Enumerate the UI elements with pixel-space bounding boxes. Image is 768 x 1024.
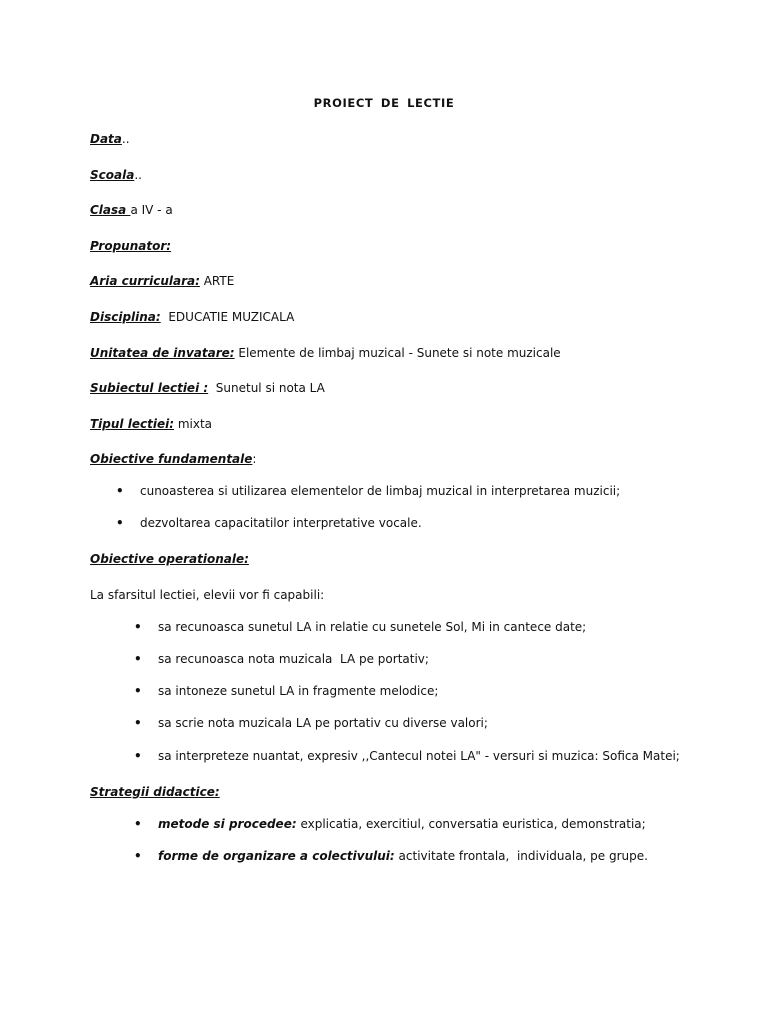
section-heading: Strategii didactice: [90,785,220,799]
field-value: Sunetul si nota LA [208,381,325,395]
bullet-icon: • [134,620,142,634]
list-item-term: metode si procedee: [158,817,297,831]
list-item [116,484,621,498]
field-disciplina [90,310,294,324]
field-label: Subiectul lectiei : [90,381,209,395]
field-value: mixta [174,417,212,431]
section-intro: La sfarsitul lectiei, elevii vor fi capabili: [90,588,325,602]
field-label: Unitatea de invatare: [90,346,235,360]
field-label: Propunator: [90,239,172,253]
list-item-text: sa interpreteze nuantat, expresiv ,,Cantecul notei LA" - versuri si muzica: Sofica Matei; [158,749,680,763]
list-item [116,516,422,530]
list-item [134,652,429,666]
field-value: .. [134,168,142,182]
list-item-text: sa recunoasca sunetul LA in relatie cu sunetele Sol, Mi in cantece date; [158,620,587,634]
list-item [134,817,646,831]
field-propunator [90,239,171,253]
bullet-icon: • [134,652,142,666]
bullet-icon: • [134,817,142,831]
section-heading: Obiective fundamentale [90,452,253,466]
list-item [134,620,587,634]
field-label: Disciplina: [90,310,161,324]
list-item [134,716,488,730]
field-aria-curriculara [90,274,234,288]
bullet-icon: • [134,684,142,698]
section-strategii-didactice [90,785,220,799]
list-item-text: sa recunoasca nota muzicala LA pe portativ; [158,652,429,666]
field-label: Aria curriculara: [90,274,200,288]
field-data [90,132,130,146]
section-heading: Obiective operationale: [90,552,249,566]
field-value: a IV - a [130,203,173,217]
field-label: Clasa [90,203,131,217]
field-scoala [90,168,142,182]
field-value: ARTE [199,274,235,288]
field-clasa [90,203,173,217]
section-obiective-operationale [90,552,249,566]
field-unitatea-de-invatare [90,346,561,360]
field-subiectul-lectiei [90,381,325,395]
field-label: Scoala [90,168,135,182]
field-value: EDUCATIE MUZICALA [160,310,295,324]
list-item-text: dezvoltarea capacitatilor interpretative vocale. [140,516,422,530]
list-item-text: sa intoneze sunetul LA in fragmente melodice; [158,684,439,698]
field-tipul-lectiei [90,417,212,431]
document-title: PROIECT DE LECTIE [313,96,455,110]
list-item-text: cunoasterea si utilizarea elementelor de limbaj muzical in interpretarea muzicii; [140,484,621,498]
list-item-text: sa scrie nota muzicala LA pe portativ cu diverse valori; [158,716,488,730]
list-item-text: explicatia, exercitiul, conversatia euristica, demonstratia; [296,817,646,831]
field-label: Tipul lectiei: [90,417,174,431]
bullet-icon: • [134,849,142,863]
bullet-icon: • [116,516,124,530]
list-item-text: activitate frontala, individuala, pe grupe. [394,849,648,863]
list-item [134,849,648,863]
field-label: Data [90,132,122,146]
section-heading-suffix: : [252,452,257,466]
section-obiective-fundamentale [90,452,256,466]
bullet-icon: • [134,716,142,730]
field-value: Elemente de limbaj muzical - Sunete si note muzicale [234,346,561,360]
bullet-icon: • [134,749,142,763]
list-item-term: forme de organizare a colectivului: [158,849,395,863]
list-item [134,749,680,763]
list-item [134,684,439,698]
bullet-icon: • [116,484,124,498]
field-value: .. [121,132,130,146]
